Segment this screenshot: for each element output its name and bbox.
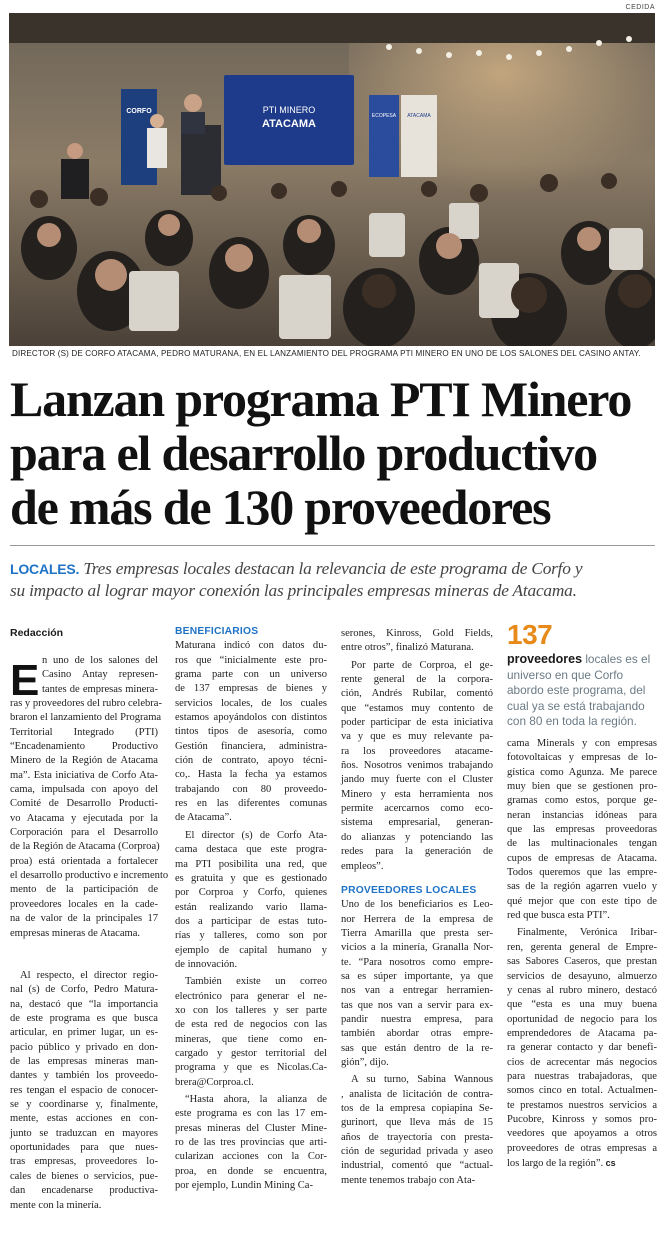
text-line: co,. Hasta la fecha ya estamos bbox=[175, 769, 327, 781]
text-line: pacio público y privado en don- bbox=[10, 1041, 158, 1053]
text-line: oportunidades para que nues- bbox=[10, 1142, 158, 1154]
text-line: nal (s) de Corfo, Pedro Matura- bbox=[10, 984, 158, 996]
text-line: Uno de los beneficiarios es Leo- bbox=[341, 899, 493, 911]
text-line: el desarrollo productivo e incremento bbox=[10, 870, 169, 882]
text-line: redes para la generación de bbox=[341, 846, 493, 858]
deck-line-2: su impacto al lograr mayor conexión las principales empresas mineras de Atacama. bbox=[10, 581, 577, 600]
text-line: es gratuita y que es gestionado bbox=[175, 872, 327, 884]
text-line: por Corproa y Corfo, quienes bbox=[175, 887, 327, 899]
deck-line-1 bbox=[10, 558, 658, 580]
text-line: emprendedores de Atacama pa- bbox=[507, 1027, 657, 1039]
column-3 bbox=[341, 627, 493, 1188]
stat-number: 137 bbox=[507, 619, 553, 650]
lectern bbox=[181, 125, 221, 195]
text-line: ren, gerenta general de Empre- bbox=[507, 941, 657, 953]
text-line: ños. Nosotros venimos trabajando bbox=[341, 760, 493, 772]
text-line: red que busca esta PTI”. bbox=[507, 910, 610, 922]
text-line: cargado y gestor territorial del bbox=[175, 1047, 327, 1059]
stat-callout bbox=[507, 620, 657, 730]
text-line: gística como Agunza. Me parece bbox=[507, 766, 657, 778]
text-line: gramas como estos, porque ge- bbox=[507, 795, 657, 807]
banner-left-label: CORFO bbox=[126, 108, 152, 115]
text-line: serones, Kinross, Gold Fields, bbox=[341, 628, 493, 639]
text-line: ción de seguridad privada y aseo bbox=[341, 1146, 493, 1158]
text-line: cama, impulsada con apoyo del bbox=[10, 784, 158, 796]
text-line: sas que están dentro de la re- bbox=[341, 1042, 493, 1054]
text-line: cama destaca que este progra- bbox=[175, 844, 327, 856]
text-line: tantes de empresas minera- bbox=[42, 683, 158, 695]
text-line: Maturana indicó con datos du- bbox=[175, 640, 327, 652]
text-line: mento de la participación de bbox=[10, 884, 158, 896]
text-line: industrial, comentó que “actual- bbox=[341, 1160, 493, 1172]
text-line: trabajando con 80 proveedo- bbox=[175, 783, 327, 795]
text-line: proveedores de otras empresas a bbox=[507, 1142, 657, 1154]
text-line: na de valor de la principales 17 bbox=[10, 913, 158, 925]
stat-label: proveedores bbox=[507, 652, 583, 666]
text-line: Por parte de Corproa, el ge- bbox=[351, 659, 493, 671]
text-line: proveedores locales en la cade- bbox=[10, 898, 158, 910]
text-line: ra los proveedores atacame- bbox=[341, 745, 493, 757]
banner-right-2-label: ATACAMA bbox=[407, 113, 431, 119]
text-line: de 137 empresas de bienes y bbox=[175, 683, 327, 695]
text-line: ción de contrato, apoyo técni- bbox=[175, 755, 327, 767]
text-line: Casino Antay represen- bbox=[42, 669, 158, 681]
text-line: ros que “inicialmente este pro- bbox=[175, 654, 327, 666]
text-line: por ejemplo, Lundin Mining Ca- bbox=[175, 1180, 313, 1192]
text-line: mente, estas acciones en con- bbox=[10, 1113, 158, 1125]
text-line: este programa es con las 17 em- bbox=[175, 1108, 327, 1120]
text-line: estamos apoyándolos con distintos bbox=[175, 712, 327, 724]
text-line: electrónico para generar el ne- bbox=[175, 990, 327, 1002]
byline: Redacción bbox=[10, 627, 64, 639]
text-line: de las empresas mineras man- bbox=[10, 1056, 158, 1068]
text-line: cupos de empresas de Atacama. bbox=[507, 852, 657, 864]
text-line: , analista de licitación de contra- bbox=[341, 1088, 493, 1100]
column-2 bbox=[175, 625, 327, 1193]
text-line: empresas mineras de Atacama. bbox=[10, 927, 141, 939]
text-line: poder participar de esta iniciativa bbox=[341, 717, 493, 729]
divider bbox=[10, 545, 655, 546]
text-line: Todos queremos que las empre- bbox=[507, 867, 657, 879]
banner-right bbox=[369, 95, 399, 177]
drop-cap: E bbox=[10, 656, 40, 705]
text-line: tos de la empresa copiapina Se- bbox=[341, 1103, 493, 1114]
text-line: servicios locales, de los cuales bbox=[175, 697, 327, 709]
text-line: de innovación. bbox=[175, 958, 238, 970]
text-line: sas Sabores Caseros, que prestan bbox=[507, 956, 657, 968]
text-line: Gestión financiera, administra- bbox=[175, 740, 327, 752]
text-line: pandir nuestra empresa, para bbox=[341, 1013, 493, 1025]
text-line: de este programa es que busca bbox=[10, 1013, 158, 1025]
text-line: na, destacó que “la importancia bbox=[10, 998, 158, 1010]
text-line: vicios a la minería, Granalla Nor- bbox=[341, 942, 493, 954]
text-line: Finalmente, Verónica Iribar- bbox=[517, 927, 657, 939]
text-line: vo Atacama y ejecutada por la bbox=[10, 812, 158, 824]
text-line: que “estamos muy contento de bbox=[341, 702, 493, 714]
text-line: gurinort, que lleva más de 15 bbox=[341, 1117, 493, 1129]
text-line: rente general de la corpora- bbox=[341, 674, 493, 686]
text-line: ro de las tres provincias que arti- bbox=[175, 1137, 327, 1149]
text-line: fotovoltaicas y empresas de lo- bbox=[507, 752, 657, 764]
text-line: mineras, que tiene como en- bbox=[175, 1033, 327, 1045]
subhead-proveedores: PROVEEDORES LOCALES bbox=[341, 884, 477, 896]
text-line: están realizando vario llama- bbox=[175, 901, 327, 913]
text-line: permite acercarnos como eco- bbox=[341, 803, 493, 815]
text-line: sistema empresarial, generan- bbox=[341, 817, 493, 829]
text-line: también abordar otras empre- bbox=[341, 1028, 493, 1040]
text-line: somos cinco en total. Actualmen- bbox=[507, 1085, 657, 1097]
column-1-body bbox=[10, 697, 169, 941]
text-line: “Encadenamiento Productivo bbox=[10, 741, 158, 753]
text-line: servicios de desayuno, almuerzo bbox=[507, 970, 657, 982]
deck-text-1: Tres empresas locales destacan la relevancia de este programa de Corfo y bbox=[83, 559, 583, 578]
text-line: muy bien que se gestionen pro- bbox=[507, 781, 657, 793]
text-line: años de trayectoria con presta- bbox=[341, 1131, 493, 1143]
text-line: tras empresas, proveedores lo- bbox=[10, 1156, 158, 1168]
deck bbox=[10, 558, 658, 601]
text-line: “Hasta ahora, la alianza de bbox=[185, 1094, 327, 1105]
text-line: nos van a entregar herramien- bbox=[341, 985, 493, 997]
text-line: cios de acrecentar más negocios bbox=[507, 1056, 657, 1068]
text-line: ra generar contacto y dar benefi- bbox=[507, 1042, 657, 1054]
text-line: presas mineras del Cluster Mine- bbox=[175, 1122, 327, 1134]
event-photo bbox=[9, 13, 655, 346]
text-line: cularizan acciones con la Cor- bbox=[175, 1151, 327, 1163]
text-line: braron el lanzamiento del Programa bbox=[10, 712, 162, 724]
text-line: cama Minerals y con empresas bbox=[507, 738, 657, 749]
text-line: do alianzas y potenciando las bbox=[341, 831, 493, 843]
text-line: de esta red de negocios con las bbox=[175, 1019, 327, 1031]
text-line: te. “Para nosotros como empre- bbox=[341, 956, 493, 968]
headline bbox=[10, 372, 658, 534]
text-line: ma”. Esta iniciativa de Corfo Ata- bbox=[10, 769, 158, 781]
text-line: cales de bienes o servicios, pue- bbox=[10, 1170, 158, 1182]
text-line: res en las diferentes comunas bbox=[175, 798, 327, 810]
text-line: brera@Corproa.cl. bbox=[175, 1076, 254, 1088]
text-line: Comité de Desarrollo Producti- bbox=[10, 798, 158, 810]
text-line: proa, en donde se encuentra, bbox=[175, 1165, 327, 1177]
text-line: El director (s) de Corfo Ata- bbox=[185, 829, 327, 841]
stat-description: locales es el universo en que Corfo abordo este programa, del cual ya se está trabajando con 80 en toda la región. bbox=[507, 652, 651, 728]
text-line: Corporación para el Desarrollo bbox=[10, 827, 158, 839]
text-line: proa) está orientada a fortalecer bbox=[10, 855, 158, 867]
text-line: de la Región de Atacama (Corproa) bbox=[10, 841, 160, 853]
text-line: res tengan el espacio de conocer- bbox=[10, 1084, 158, 1096]
text-line: programa y que es Nicolas.Ca- bbox=[175, 1062, 327, 1074]
text-line: rías y talleres, como son por bbox=[175, 930, 327, 942]
text-line: oportunidad de negocio para los bbox=[507, 1013, 657, 1025]
headline-line-3: de más de 130 proveedores bbox=[10, 479, 551, 535]
text-line: que “esta es una muy buena bbox=[507, 999, 657, 1011]
text-line: A su turno, Sabina Wannous bbox=[351, 1074, 493, 1086]
text-line: sa es súper importante, ya que bbox=[341, 970, 493, 982]
text-line: También existe un correo bbox=[185, 976, 327, 988]
text-line: n uno de los salones del bbox=[42, 655, 158, 666]
stat-text bbox=[507, 652, 657, 730]
text-line: Minero de la Región de Atacama bbox=[10, 755, 158, 767]
text-line: xo con los talleres y ser parte bbox=[175, 1004, 327, 1016]
text-line: grama parte con un universo bbox=[175, 669, 327, 681]
text-line: que las empresas proveedoras bbox=[507, 824, 657, 836]
banner-right-label: ECOPESA bbox=[371, 113, 397, 119]
photo-credit: CEDIDA bbox=[625, 4, 655, 11]
text-line: va y que es muy relevante pa- bbox=[341, 731, 493, 743]
text-line: y cenas al rubro minero, destacó bbox=[507, 984, 657, 996]
text-line: tas que nos van a servir para ex- bbox=[341, 999, 493, 1011]
text-line: Territorial Integrado (PTI) bbox=[10, 726, 158, 738]
column-1-quote bbox=[10, 969, 158, 1213]
text-line: Al respecto, el director regio- bbox=[20, 970, 158, 981]
text-line: empleos”. bbox=[341, 860, 384, 872]
text-line: gión”, dijo. bbox=[341, 1056, 389, 1068]
text-line: jando muy fuerte con el Cluster bbox=[341, 774, 493, 786]
text-line: neran instancias idóneas para bbox=[507, 809, 657, 821]
text-line: sas de la región agarren vuelo y bbox=[507, 881, 657, 893]
text-line: de Atacama”. bbox=[175, 812, 232, 824]
text-line: ma PTI posibilita una red, que bbox=[175, 858, 327, 870]
end-mark-icon: cs bbox=[603, 1157, 616, 1168]
column-1-intro bbox=[42, 654, 158, 697]
text-line: Tierra Amarilla que presta ser- bbox=[341, 927, 493, 939]
column-4 bbox=[507, 737, 657, 1171]
text-line: para nuestras trabajadoras, que bbox=[507, 1070, 657, 1082]
section-tag: LOCALES. bbox=[10, 561, 80, 577]
text-line: tintos tipos de asesoría, como bbox=[175, 726, 327, 738]
text-line: ejemplo de capital humano y bbox=[175, 944, 327, 956]
text-line: ras y proveedores del rubro celebra- bbox=[10, 698, 162, 709]
text-line: Pucobre, Kinross y somos pro- bbox=[507, 1113, 657, 1125]
text-line: junto se traduzcan en mayores bbox=[10, 1127, 158, 1139]
photo-caption: DIRECTOR (S) DE CORFO ATACAMA, PEDRO MATURANA, EN EL LANZAMIENTO DEL PROGRAMA PTI MINERO EN UNO DE LOS SALONES DEL CASINO ANTAY. bbox=[12, 349, 641, 358]
text-line: articular, en primer lugar, un es- bbox=[10, 1027, 158, 1039]
headline-line-1: Lanzan programa PTI Minero bbox=[10, 371, 632, 427]
text-line: ción, Andrés Rubilar, comentó bbox=[341, 688, 493, 700]
text-line: dos a participar de estas tuto- bbox=[175, 915, 327, 927]
screen-subtitle: ATACAMA bbox=[262, 118, 316, 130]
text-line: Minero y esta herramienta nos bbox=[341, 788, 493, 800]
text-line: nor Herrera de la empresa de bbox=[341, 913, 493, 925]
text-line: veedores que apoyamos a otros bbox=[507, 1128, 657, 1140]
text-line: dan encadenarse productiva- bbox=[10, 1185, 158, 1197]
text-line: dantes y también los proveedo- bbox=[10, 1070, 158, 1082]
text-line: mente tenemos trabajo con Ata- bbox=[341, 1174, 476, 1186]
text-line: qué mejor que con este tipo de bbox=[507, 895, 657, 907]
banner-right-2 bbox=[401, 95, 437, 177]
screen-title: PTI MINERO bbox=[262, 105, 316, 115]
text-line: mente con la minería. bbox=[10, 1199, 102, 1211]
headline-line-2: para el desarrollo productivo bbox=[10, 425, 597, 481]
text-line: de las multinacionales tengan bbox=[507, 838, 657, 850]
text-line: te prestamos nuestros servicios a bbox=[507, 1099, 657, 1111]
text-line: los largo de la región”. cs bbox=[507, 1157, 616, 1169]
text-line: entre otros”, finalizó Maturana. bbox=[341, 642, 474, 654]
subhead-beneficiarios: BENEFICIARIOS bbox=[175, 626, 259, 637]
text-line: se y coordinarse y, finalmente, bbox=[10, 1099, 158, 1111]
